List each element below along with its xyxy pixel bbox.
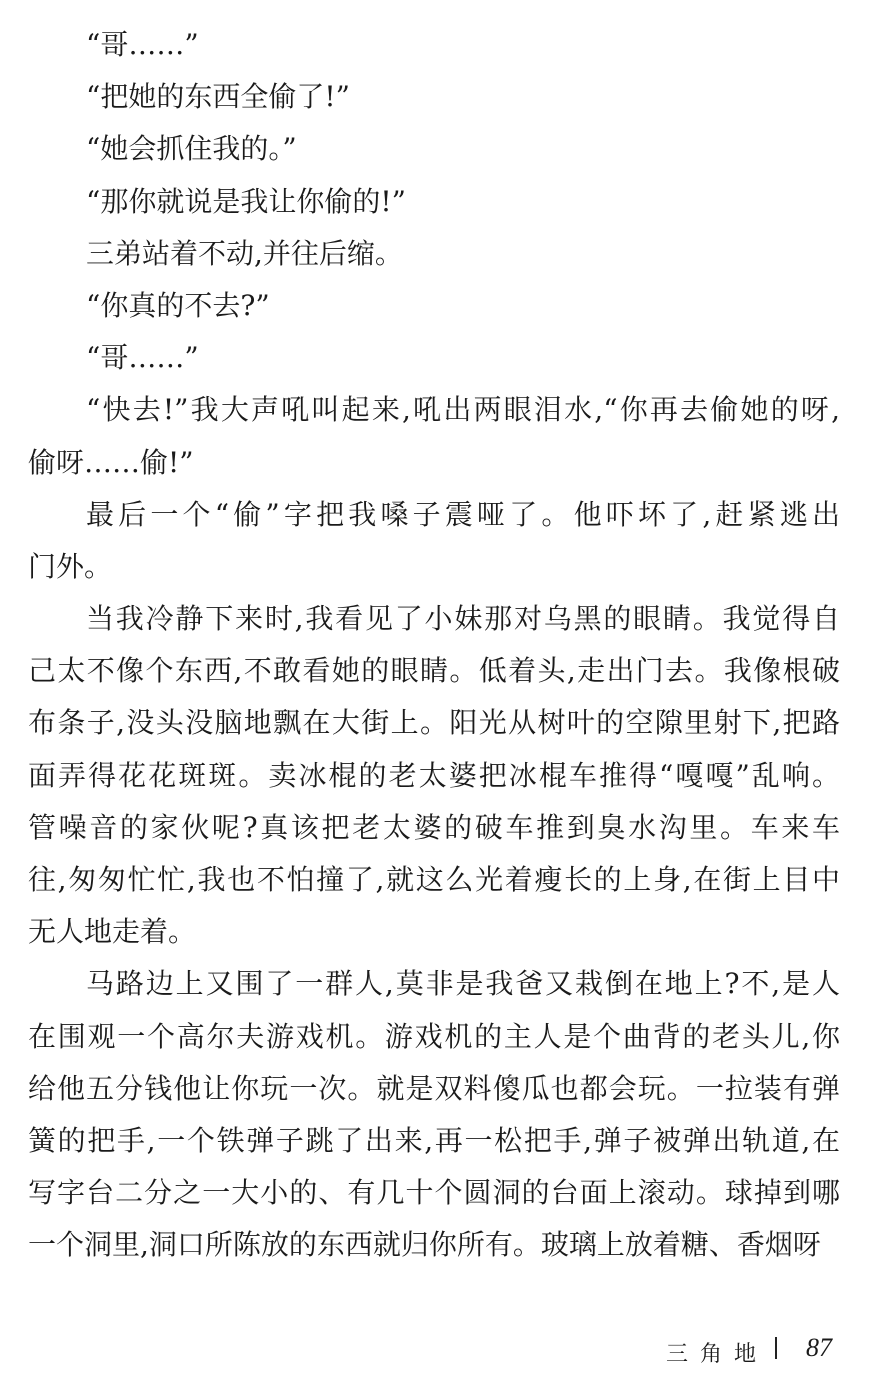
paragraph [28, 228, 840, 280]
page-footer [660, 1333, 840, 1367]
text-line: “把她的东西全偷了!” [86, 80, 350, 114]
paragraph [28, 123, 840, 175]
text-line: 簧的把手,一个铁弹子跳了出来,再一松把手,弹子被弹出轨道,在 [28, 1123, 840, 1157]
paragraph [28, 332, 840, 384]
text-line: 三弟站着不动,并往后缩。 [86, 236, 403, 270]
text-line: 门外。 [28, 549, 113, 583]
text-line: 写字台二分之一大小的、有几十个圆洞的台面上滚动。球掉到哪 [28, 1176, 840, 1210]
paragraph [28, 176, 840, 228]
text-line: “哥……” [86, 28, 199, 61]
text-line: 最后一个“偷”字把我嗓子震哑了。他吓坏了,赶紧逃出 [86, 497, 840, 531]
text-line: 一个洞里,洞口所陈放的东西就归你所有。玻璃上放着糖、香烟呀 [28, 1228, 821, 1262]
paragraph [28, 280, 840, 332]
text-line: 当我冷静下来时,我看见了小妹那对乌黑的眼睛。我觉得自 [86, 602, 840, 636]
paragraph [28, 958, 840, 1271]
text-line: 管噪音的家伙呢?真该把老太婆的破车推到臭水沟里。车来车 [28, 810, 840, 844]
text-line: 己太不像个东西,不敢看她的眼睛。低着头,走出门去。我像根破 [28, 654, 840, 688]
page-number: 87 [806, 1333, 832, 1362]
footer-separator [775, 1337, 777, 1359]
running-title: 三角地 [666, 1342, 769, 1367]
text-line: “她会抓住我的。” [86, 132, 297, 166]
text-line: 马路边上又围了一群人,莫非是我爸又栽倒在地上?不,是人 [86, 967, 840, 1001]
text-line: “快去!”我大声吼叫起来,吼出两眼泪水,“你再去偷她的呀, [86, 393, 840, 427]
paragraph [28, 593, 840, 958]
text-line: 在围观一个高尔夫游戏机。游戏机的主人是个曲背的老头儿,你 [28, 1019, 840, 1053]
paragraph [28, 19, 840, 71]
text-line: “你真的不去?” [86, 288, 270, 322]
text-line: 面弄得花花斑斑。卖冰棍的老太婆把冰棍车推得“嘎嘎”乱响。 [28, 758, 840, 792]
text-line: 往,匆匆忙忙,我也不怕撞了,就这么光着瘦长的上身,在街上目中 [28, 863, 840, 896]
text-line: 偷呀……偷!” [28, 445, 194, 479]
body-text [28, 19, 840, 1272]
text-line: 无人地走着。 [28, 915, 197, 949]
text-line: “哥……” [86, 341, 199, 375]
text-line: “那你就说是我让你偷的!” [86, 184, 406, 218]
text-line: 给他五分钱他让你玩一次。就是双料傻瓜也都会玩。一拉装有弹 [28, 1071, 840, 1105]
paragraph [28, 71, 840, 123]
paragraph [28, 489, 840, 593]
paragraph [28, 384, 840, 488]
text-line: 布条子,没头没脑地飘在大街上。阳光从树叶的空隙里射下,把路 [28, 706, 840, 740]
